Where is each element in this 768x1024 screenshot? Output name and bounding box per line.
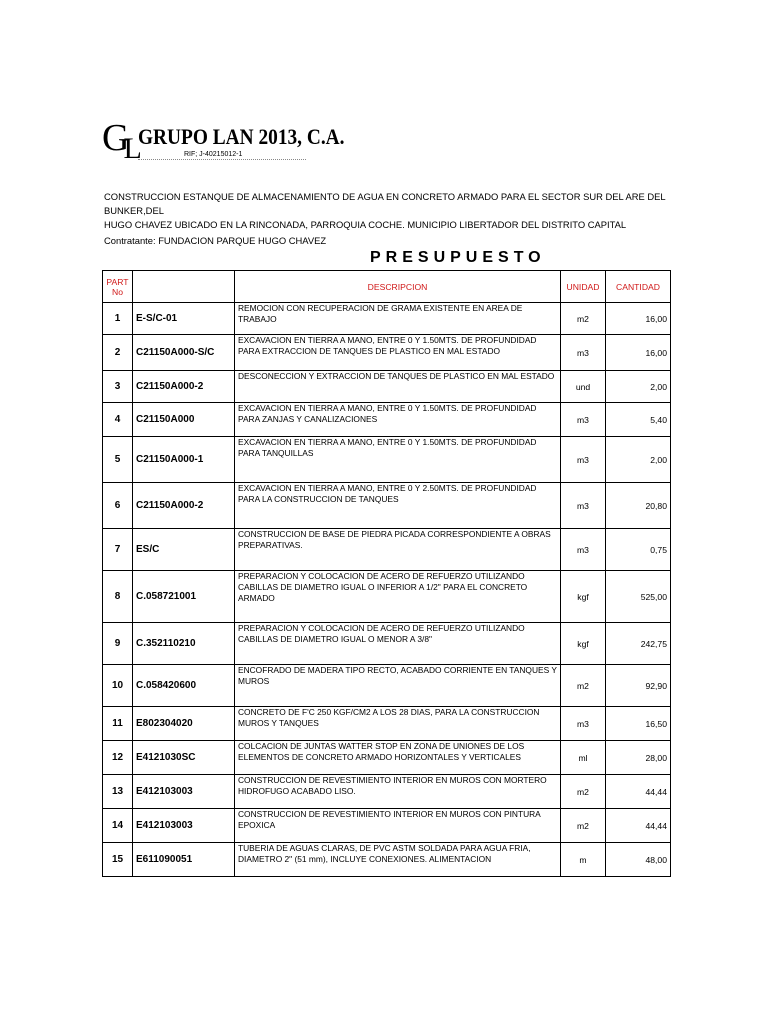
company-name: GRUPO LAN 2013, C.A. [138, 124, 345, 149]
row-quantity: 525,00 [606, 571, 671, 623]
company-logo [102, 117, 345, 166]
row-description: EXCAVACION EN TIERRA A MANO, ENTRE 0 Y 2.50MTS. DE PROFUNDIDAD PARA LA CONSTRUCCION DE TANQUES [235, 483, 561, 529]
document-title: PRESUPUESTO [370, 249, 546, 266]
row-description: ENCOFRADO DE MADERA TIPO RECTO, ACABADO CORRIENTE EN TANQUES Y MUROS [235, 665, 561, 707]
row-description: CONSTRUCCION DE REVESTIMIENTO INTERIOR EN MUROS CON PINTURA EPOXICA [235, 809, 561, 843]
row-quantity: 16,50 [606, 707, 671, 741]
row-part-number: 6 [103, 483, 133, 529]
row-quantity: 16,00 [606, 335, 671, 371]
row-item-code: E-S/C-01 [133, 303, 235, 335]
row-item-code: E611090051 [133, 843, 235, 877]
row-part-number: 3 [103, 371, 133, 403]
col-header-quantity: CANTIDAD [606, 271, 671, 303]
row-description: DESCONECCION Y EXTRACCION DE TANQUES DE PLASTICO EN MAL ESTADO [235, 371, 561, 403]
row-unit: m3 [561, 707, 606, 741]
row-part-number: 14 [103, 809, 133, 843]
row-unit: m [561, 843, 606, 877]
row-part-number: 7 [103, 529, 133, 571]
row-item-code: C21150A000-S/C [133, 335, 235, 371]
row-unit: und [561, 371, 606, 403]
row-part-number: 2 [103, 335, 133, 371]
row-item-code: C.352110210 [133, 623, 235, 665]
col-header-part: PART No [103, 271, 133, 303]
row-unit: ml [561, 741, 606, 775]
row-part-number: 8 [103, 571, 133, 623]
row-item-code: C21150A000-2 [133, 483, 235, 529]
row-part-number: 4 [103, 403, 133, 437]
row-quantity: 2,00 [606, 371, 671, 403]
table-row [103, 571, 671, 623]
logo-monogram: $G_L$ [102, 117, 136, 165]
row-description: COLCACION DE JUNTAS WATTER STOP EN ZONA DE UNIONES DE LOS ELEMENTOS DE CONCRETO ARMADO HORIZONTALES Y VERTICALES [235, 741, 561, 775]
row-description: PREPARACION Y COLOCACION DE ACERO DE REFUERZO UTILIZANDO CABILLAS DE DIAMETRO IGUAL O MENOR A 3/8" [235, 623, 561, 665]
row-part-number: 13 [103, 775, 133, 809]
row-description: CONSTRUCCION DE BASE DE PIEDRA PICADA CORRESPONDIENTE A OBRAS PREPARATIVAS. [235, 529, 561, 571]
table-header-row [103, 271, 671, 303]
row-item-code: E802304020 [133, 707, 235, 741]
row-quantity: 242,75 [606, 623, 671, 665]
row-description: PREPARACION Y COLOCACION DE ACERO DE REFUERZO UTILIZANDO CABILLAS DE DIAMETRO IGUAL O INFERIOR A 1/2" PARA EL CONCRETO ARMADO [235, 571, 561, 623]
row-description: CONCRETO DE F'C 250 KGF/CM2 A LOS 28 DIAS, PARA LA CONSTRUCCION MUROS Y TANQUES [235, 707, 561, 741]
row-unit: m3 [561, 437, 606, 483]
row-part-number: 15 [103, 843, 133, 877]
row-unit: m2 [561, 809, 606, 843]
table-row [103, 665, 671, 707]
contratante-line: Contratante: FUNDACION PARQUE HUGO CHAVEZ [104, 235, 327, 246]
row-item-code: C21150A000 [133, 403, 235, 437]
row-item-code: E412103003 [133, 809, 235, 843]
table-row [103, 623, 671, 665]
table-row [103, 529, 671, 571]
row-part-number: 12 [103, 741, 133, 775]
row-description: CONSTRUCCION DE REVESTIMIENTO INTERIOR EN MUROS CON MORTERO HIDROFUGO ACABADO LISO. [235, 775, 561, 809]
row-item-code: E4121030SC [133, 741, 235, 775]
col-header-code [133, 271, 235, 303]
row-unit: m3 [561, 335, 606, 371]
table-row [103, 483, 671, 529]
row-unit: m3 [561, 529, 606, 571]
row-unit: m2 [561, 303, 606, 335]
row-quantity: 2,00 [606, 437, 671, 483]
row-quantity: 92,90 [606, 665, 671, 707]
row-quantity: 44,44 [606, 775, 671, 809]
table-row [103, 741, 671, 775]
row-quantity: 44,44 [606, 809, 671, 843]
row-unit: kgf [561, 571, 606, 623]
row-description: TUBERIA DE AGUAS CLARAS, DE PVC ASTM SOLDADA PARA AGUA FRIA, DIAMETRO 2" (51 mm), INCLUYE CONEXIONES. ALIMENTACION [235, 843, 561, 877]
row-quantity: 20,80 [606, 483, 671, 529]
row-unit: m2 [561, 775, 606, 809]
table-row [103, 403, 671, 437]
project-description: CONSTRUCCION ESTANQUE DE ALMACENAMIENTO DE AGUA EN CONCRETO ARMADO PARA EL SECTOR SUR DEL ARE DEL BUNKER,DEL HUGO CHAVEZ UBICADO EN LA RINCONADA, PARROQUIA COCHE. MUNICIPIO LIBERTADOR DEL DISTRITO CAPITAL [104, 191, 666, 230]
row-quantity: 5,40 [606, 403, 671, 437]
table-row [103, 437, 671, 483]
row-item-code: E412103003 [133, 775, 235, 809]
budget-table [102, 270, 671, 877]
table-row [103, 775, 671, 809]
row-item-code: C21150A000-1 [133, 437, 235, 483]
row-description: EXCAVACION EN TIERRA A MANO, ENTRE 0 Y 1.50MTS. DE PROFUNDIDAD PARA TANQUILLAS [235, 437, 561, 483]
row-description: REMOCION CON RECUPERACION DE GRAMA EXISTENTE EN AREA DE TRABAJO [235, 303, 561, 335]
row-item-code: ES/C [133, 529, 235, 571]
row-quantity: 28,00 [606, 741, 671, 775]
row-quantity: 48,00 [606, 843, 671, 877]
row-part-number: 9 [103, 623, 133, 665]
table-row [103, 371, 671, 403]
table-row [103, 843, 671, 877]
row-quantity: 0,75 [606, 529, 671, 571]
row-part-number: 11 [103, 707, 133, 741]
row-item-code: C.058721001 [133, 571, 235, 623]
company-rif: RIF; J-40215012-1 [184, 151, 243, 158]
row-unit: m2 [561, 665, 606, 707]
logo-divider [138, 159, 306, 160]
col-header-unit: UNIDAD [561, 271, 606, 303]
row-unit: m3 [561, 483, 606, 529]
table-row [103, 303, 671, 335]
row-unit: m3 [561, 403, 606, 437]
col-header-description: DESCRIPCION [235, 271, 561, 303]
table-row [103, 809, 671, 843]
row-part-number: 5 [103, 437, 133, 483]
row-item-code: C21150A000-2 [133, 371, 235, 403]
row-quantity: 16,00 [606, 303, 671, 335]
row-part-number: 10 [103, 665, 133, 707]
row-item-code: C.058420600 [133, 665, 235, 707]
row-part-number: 1 [103, 303, 133, 335]
row-description: EXCAVACION EN TIERRA A MANO, ENTRE 0 Y 1.50MTS. DE PROFUNDIDAD PARA ZANJAS Y CANALIZACIONES [235, 403, 561, 437]
table-row [103, 707, 671, 741]
table-row [103, 335, 671, 371]
row-description: EXCAVACION EN TIERRA A MANO, ENTRE 0 Y 1.50MTS. DE PROFUNDIDAD PARA EXTRACCION DE TANQUES DE PLASTICO EN MAL ESTADO [235, 335, 561, 371]
row-unit: kgf [561, 623, 606, 665]
